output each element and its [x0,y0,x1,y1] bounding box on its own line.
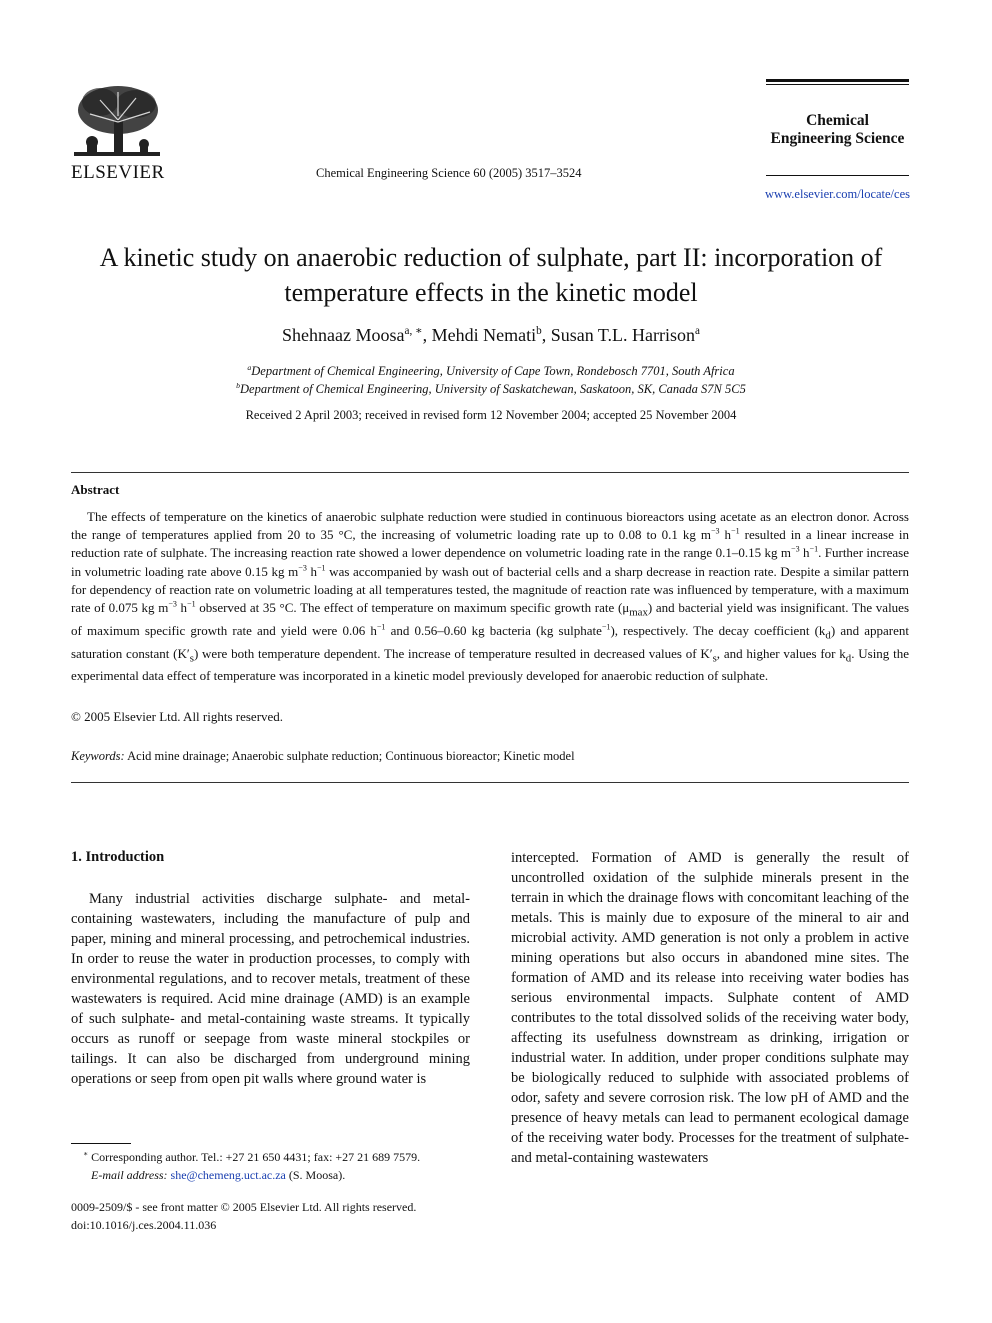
journal-name-line2: Engineering Science [770,130,905,147]
abstract-bottom-rule [71,782,909,783]
author-affiliation-mark[interactable]: a, ∗ [404,325,423,337]
journal-name [766,112,909,148]
front-matter [71,1198,471,1234]
corresponding-author-footnote [83,1148,473,1184]
intro-paragraph-right: intercepted. Formation of AMD is generally the result of uncontrolled oxidation of the sulphide minerals present in the terrain in which the drainage flows with concomitant leaching of the metals. This is mainly due to exposure of the mineral to air and microbial activity. AMD generation is not only a problem in active mining operations but also occurs in abandoned mine sites. The formation of AMD and its release into receiving water bodies has serious environmental impacts. Sulphate content of AMD contributes to the total dissolved solids of the receiving water body, affecting its usefulness downstream as drinking, irrigation or industrial water. In addition, under proper conditions sulphate may be biologically reduced to sulphide with associated problems of odor, safety and severe corrosion risk. The low pH of AMD and the presence of heavy metals can lead to permanent ecological damage of the receiving water body. Processes for the treatment of sulphate- and metal-containing wastewaters [511,850,909,1166]
author-name: Mehdi Nemati [431,325,537,345]
affiliation-mark: b [236,380,240,390]
affiliation [60,362,922,380]
journal-name-line1: Chemical [806,112,869,129]
affiliation-text: Department of Chemical Engineering, University of Saskatchewan, Saskatoon, SK, Canada S7N 5C5 [240,382,746,396]
doi-line[interactable]: doi:10.1016/j.ces.2004.11.036 [71,1218,217,1232]
footnote-rule [71,1143,131,1144]
abstract-top-rule [71,472,909,473]
email-link[interactable]: she@chemeng.uct.ac.za [170,1168,286,1182]
received-dates: Received 2 April 2003; received in revised form 12 November 2004; accepted 25 November 2004 [245,408,737,422]
section-heading-introduction: 1. Introduction [71,849,165,865]
author-list [60,325,922,346]
publisher-wordmark: ELSEVIER [71,162,165,183]
email-suffix: (S. Moosa). [285,1168,346,1182]
title-line-2: temperature effects in the kinetic model [284,278,698,307]
email-label: E-mail address: [91,1168,168,1182]
author-separator: , [541,325,551,345]
header-rule [766,79,909,82]
journal-url-link[interactable]: www.elsevier.com/locate/ces [765,187,910,201]
affiliations [60,362,922,398]
footnote-mark: ∗ [83,1149,89,1158]
affiliation [60,380,922,398]
abstract-body: The effects of temperature on the kinetics of anaerobic sulphate reduction were studied in continuous bioreactors using acetate as an electron donor. Across the range of temperatures applied from 20 to 35 °C, the increasing of volumetric loading rate up to 0.08 to 0.1 kg $m^{-3}$ $h^{-1}$ resulted in a linear increase in reduction rate of sulphate. The increasing reaction rate showed a lower dependence on volumetric loading rate in the range 0.1–0.15 kg $m^{-3}$ $h^{-1}$. Further increase in volumetric loading rate above 0.15 kg $m^{-3}$ $h^{-1}$ was accompanied by wash out of bacterial cells and a sharp decrease in reaction rate. Despite a similar pattern for dependency of reaction rate on volumetric loading at all temperatures tested, the magnitude of reaction rate was influenced by temperature, with a maximum rate of 0.075 kg $m^{-3}$ $h^{-1}$ observed at 35 °C. The effect of temperature on maximum specific growth rate $(\mu_{max})$ and bacterial yield was insignificant. The values of maximum specific growth rate and yield were 0.06 $h^{-1}$ and 0.56–0.60 kg bacteria (kg sulphate$^{-1}$), respectively. The decay coefficient $(k_d)$ and apparent saturation constant $(K'_s)$ were both temperature dependent. The increase of temperature resulted in decreased values of $K'_s$, and higher values for $k_d$. Using the experimental data effect of temperature was incorporated in a kinetic model previously developed for anaerobic reduction of sulphate. [71,509,910,684]
issn-line: 0009-2509/$ - see front matter © 2005 Elsevier Ltd. All rights reserved. [71,1200,417,1214]
affiliation-mark: a [247,362,252,372]
article-title [60,240,922,310]
author-separator: , [422,325,432,345]
intro-paragraph-left: Many industrial activities discharge sulphate- and metal-containing wastewaters, including the manufacture of pulp and paper, mining and mineral processing, and petrochemical industries. In order to reuse the water in production processes, to comply with environmental regulations, and to recover metals, treatment of these wastewaters is required. Acid mine drainage (AMD) is an example of such sulphate- and metal-containing waste streams. It typically occurs as runoff or seepage from waste mineral stockpiles or tailings. It can also be discharged from underground mining operations or seep from open pit walls where ground water is [71,891,470,1087]
abstract-heading: Abstract [71,482,120,497]
affiliation-text: Department of Chemical Engineering, University of Cape Town, Rondebosch 7701, South Africa [251,364,735,378]
keywords [71,749,575,764]
author-name: Susan T.L. Harrison [550,325,696,345]
journal-citation: Chemical Engineering Science 60 (2005) 3517–3524 [316,166,582,180]
header-rule [766,175,909,176]
footnote-contact: Corresponding author. Tel.: +27 21 650 4431; fax: +27 21 689 7579. [88,1150,421,1164]
author-affiliation-mark[interactable]: b [536,325,542,337]
copyright-notice: © 2005 Elsevier Ltd. All rights reserved. [71,709,284,724]
author-name: Shehnaaz Moosa [282,325,405,345]
keywords-list: Acid mine drainage; Anaerobic sulphate reduction; Continuous bioreactor; Kinetic model [124,749,575,763]
header-rule [766,84,909,85]
author-affiliation-mark[interactable]: a [695,325,700,337]
title-line-1: A kinetic study on anaerobic reduction of sulphate, part II: incorporation of [99,243,883,272]
keywords-label: Keywords: [71,749,125,763]
